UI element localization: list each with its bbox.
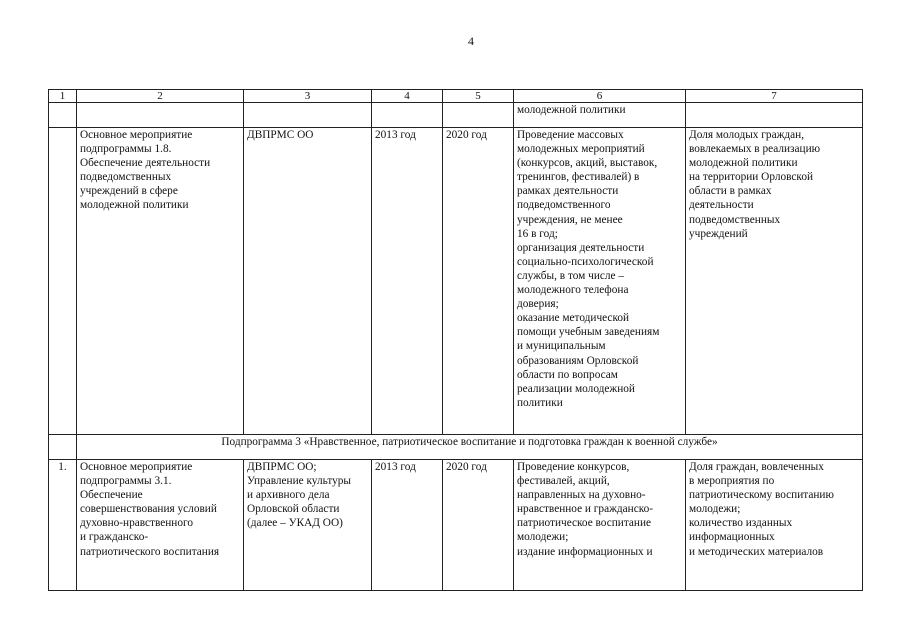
column-number-row <box>49 90 863 103</box>
end-year-cell: 2020 год <box>443 128 514 435</box>
page-number: 4 <box>468 34 474 48</box>
column-number: 5 <box>443 90 514 103</box>
subprogram-title: Подпрограмма 3 «Нравственное, патриотическое воспитание и подготовка граждан к военной службе» <box>77 435 863 460</box>
column-number: 6 <box>514 90 686 103</box>
activity-name-cell: Основное мероприятие подпрограммы 1.8. Обеспечение деятельности подведомственных учреждений в сфере молодежной политики <box>77 128 244 435</box>
activity-row-3-1 <box>49 460 863 591</box>
column-number: 2 <box>77 90 244 103</box>
column-number: 1 <box>49 90 77 103</box>
end-year-cell: 2020 год <box>443 460 514 591</box>
expected-results-cell: Проведение конкурсов, фестивалей, акций, направленных на духовно- нравственное и гражданско- патриотическое воспитание молодежи; издание информационных и <box>514 460 686 591</box>
start-year-cell: 2013 год <box>372 460 443 591</box>
executor-cell: ДВПРМС ОО; Управление культуры и архивного дела Орловской области (далее – УКАД ОО) <box>244 460 372 591</box>
program-activities-table <box>48 89 863 591</box>
column-number: 4 <box>372 90 443 103</box>
activity-row-1-8 <box>49 128 863 435</box>
row-number-cell: 1. <box>49 460 77 591</box>
executor-cell: ДВПРМС ОО <box>244 128 372 435</box>
empty-cell <box>686 103 863 128</box>
empty-cell <box>244 103 372 128</box>
indicator-cell: Доля граждан, вовлеченных в мероприятия по патриотическому воспитанию молодежи; количество изданных информационных и методических материалов <box>686 460 863 591</box>
expected-results-cell: Проведение массовых молодежных мероприятий (конкурсов, акций, выставок, тренингов, фестивалей) в рамках деятельности подведомственного учреждения, не менее 16 в год; организация деятельности социально-психологической службы, в том числе – молодежного телефона доверия; оказание методической помощи учебным заведениям и муниципальным образованиям Орловской области по вопросам реализации молодежной политики <box>514 128 686 435</box>
continuation-row <box>49 103 863 128</box>
results-cell: молодежной политики <box>514 103 686 128</box>
activity-name-cell: Основное мероприятие подпрограммы 3.1. Обеспечение совершенствования условий духовно-нравственного и гражданско- патриотического воспитания <box>77 460 244 591</box>
row-number-cell <box>49 128 77 435</box>
empty-cell <box>372 103 443 128</box>
column-number: 7 <box>686 90 863 103</box>
subprogram-heading-row <box>49 435 863 460</box>
empty-cell <box>49 435 77 460</box>
indicator-cell: Доля молодых граждан, вовлекаемых в реализацию молодежной политики на территории Орловской области в рамках деятельности подведомственных учреждений <box>686 128 863 435</box>
empty-cell <box>77 103 244 128</box>
start-year-cell: 2013 год <box>372 128 443 435</box>
empty-cell <box>49 103 77 128</box>
column-number: 3 <box>244 90 372 103</box>
empty-cell <box>443 103 514 128</box>
